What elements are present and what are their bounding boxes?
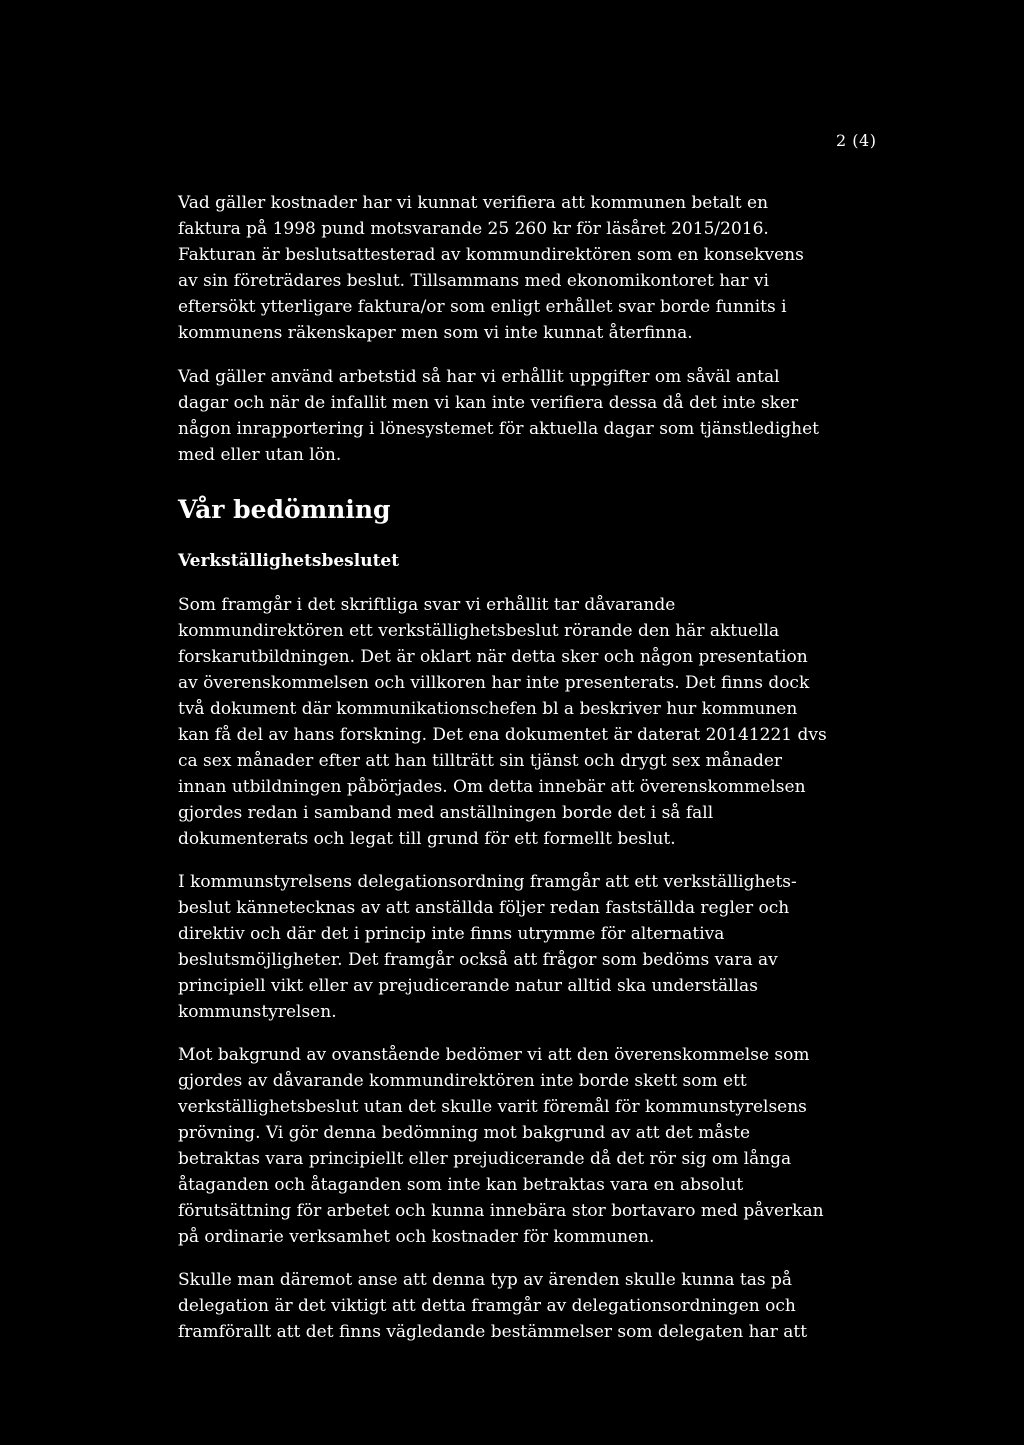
section-heading: Vår bedömning xyxy=(178,495,391,524)
section-subheading: Verkställighetsbeslutet xyxy=(178,551,400,571)
paragraph-costs: Vad gäller kostnader har vi kunnat verifiera att kommunen betalt en faktura på 1998 pund motsvarande 25 260 kr för läsåret 2015/2016. Fakturan är beslutsattesterad av kommundirektören som en konsekvens av sin företrädares beslut. Tillsammans med ekonomikontoret har vi eftersökt ytterligare faktura/or som enligt erhållet svar borde funnits i kommunens räkenskaper men som vi inte kunnat återfinna. xyxy=(178,193,804,343)
paragraph-assessment: Mot bakgrund av ovanstående bedömer vi att den överenskommelse som gjordes av dåvarande kommundirektören inte borde skett som ett verkställighetsbeslut utan det skulle varit föremål för kommunstyrelsens prövning. Vi gör denna bedömning mot bakgrund av att det måste betraktas vara principiellt eller prejudicerande då det rör sig om långa åtaganden och åtaganden som inte kan betraktas vara en absolut förutsättning för arbetet och kunna innebära stor bortavaro med påverkan på ordinarie verksamhet och kostnader för kommunen. xyxy=(178,1045,824,1247)
paragraph-decision: Som framgår i det skriftliga svar vi erhållit tar dåvarande kommundirektören ett verkställighetsbeslut rörande den här aktuella forskarutbildningen. Det är oklart när detta sker och någon presentation av överenskommelsen och villkoren har inte presenterats. Det finns dock två dokument där kommunikationschefen bl a beskriver hur kommunen kan få del av hans forskning. Det ena dokumentet är daterat 20141221 dvs ca sex månader efter att han tillträtt sin tjänst och drygt sex månader innan utbildningen påbörjades. Om detta innebär att överenskommelsen gjordes redan i samband med anställningen borde det i så fall dokumenterats och legat till grund för ett formellt beslut. xyxy=(178,595,827,849)
paragraph-delegation-alternative: Skulle man däremot anse att denna typ av ärenden skulle kunna tas på delegation är det viktigt att detta framgår av delegationsordningen och framförallt att det finns vägledande bestämmelser som delegaten har att xyxy=(178,1270,808,1342)
page-number: 2 (4) xyxy=(836,131,877,150)
paragraph-delegation-order: I kommunstyrelsens delegationsordning framgår att ett verkställighetsbeslut kännetecknas av att anställda följer redan fastställda regler och direktiv och där det i princip inte finns utrymme för alternativa beslutsmöjligheter. Det framgår också att frågor som bedöms vara av principiell vikt eller av prejudicerande natur alltid ska underställas kommunstyrelsen. xyxy=(178,872,797,1022)
paragraph-working-time: Vad gäller använd arbetstid så har vi erhållit uppgifter om såväl antal dagar och när de infallit men vi kan inte verifiera dessa då det inte sker någon inrapportering i lönesystemet för aktuella dagar som tjänstledighet med eller utan lön. xyxy=(178,367,819,465)
document-body xyxy=(178,190,828,1345)
